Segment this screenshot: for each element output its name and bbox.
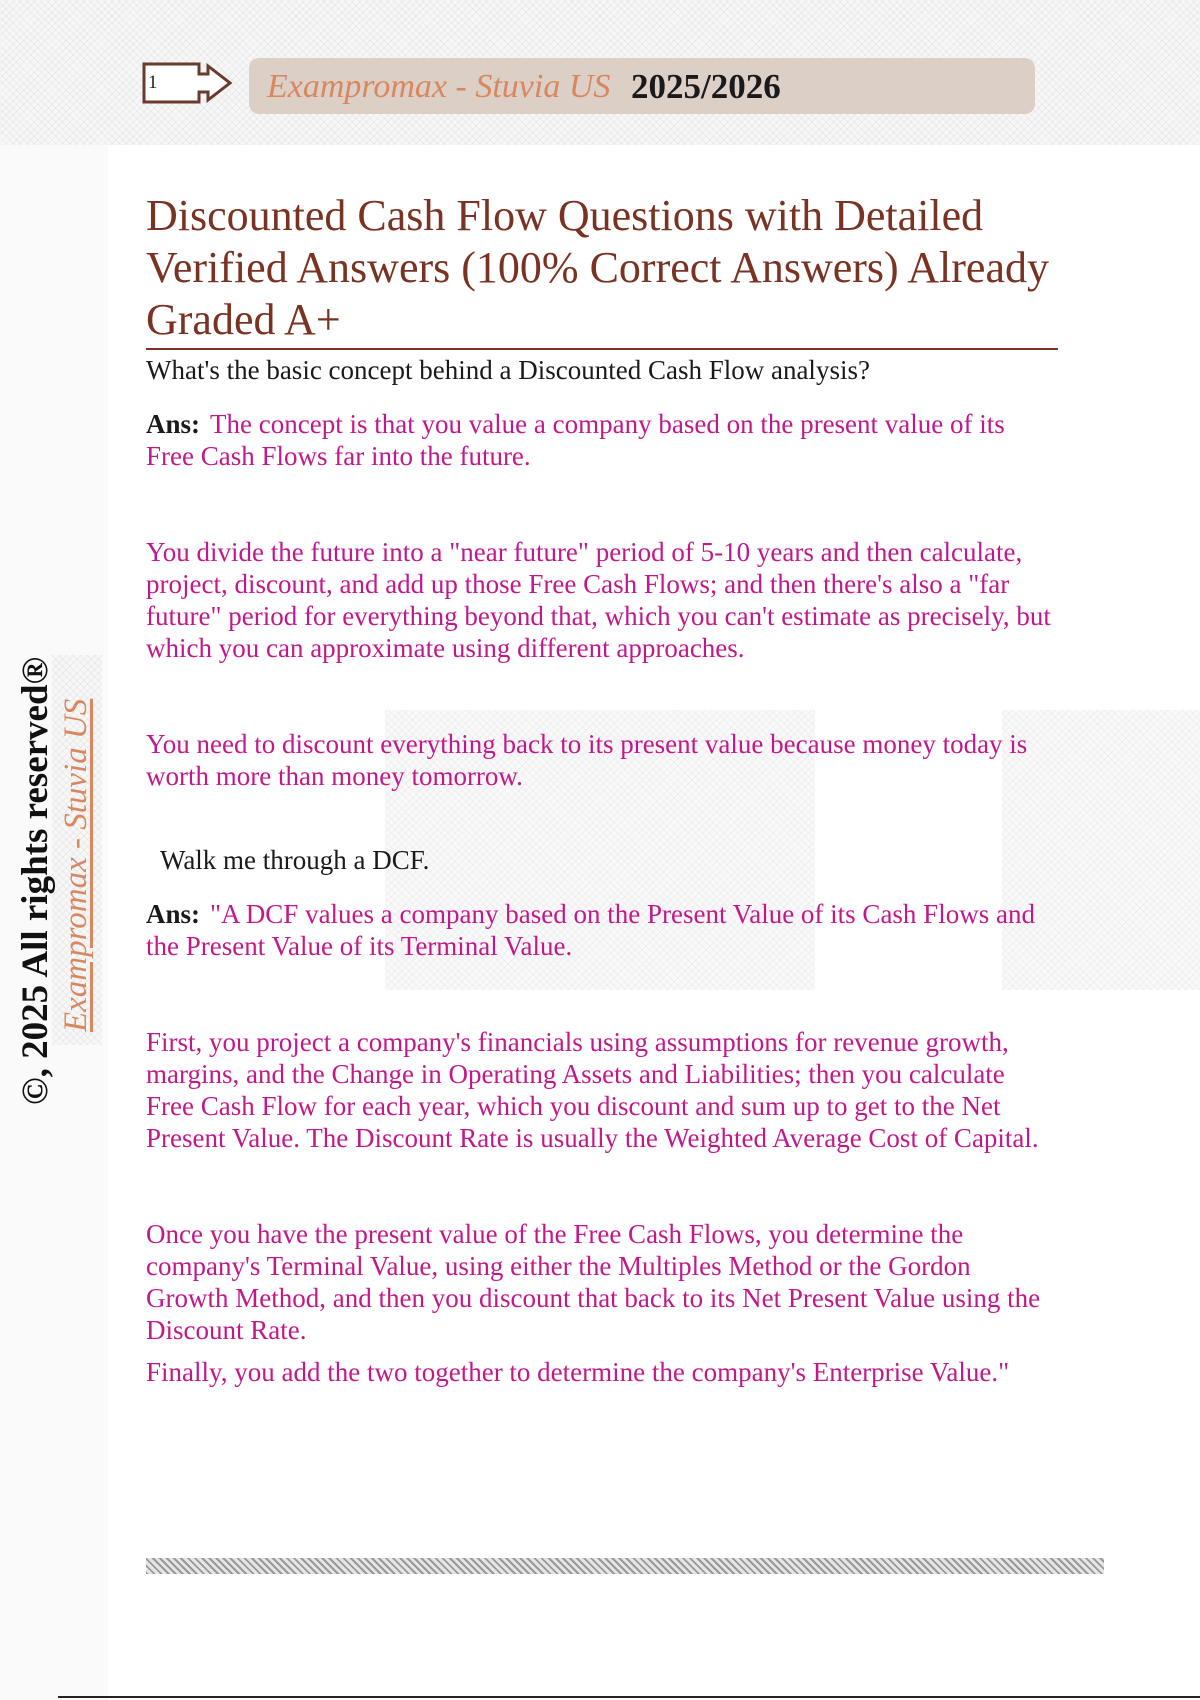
header-year: 2025/2026 (631, 67, 781, 106)
side-brand: Exampromax - Stuvia US (58, 698, 94, 1032)
answer-label: Ans: (146, 899, 201, 929)
page-number: 1 (148, 72, 158, 93)
answer-paragraph: You divide the future into a "near future" period of 5-10 years and then calculate, project, discount, and add up those Free Cash Flows; and then there's also a "far future" period for everything beyond that, which you can't estimate as precisely, but which you can approximate using different approaches. (146, 537, 1051, 663)
answer (146, 408, 1056, 472)
copyright-notice: ©, 2025 All rights reserved® (15, 656, 56, 1105)
document-title: Discounted Cash Flow Questions with Detailed Verified Answers (100% Correct Answers) Already Graded A+ (146, 190, 1058, 350)
header-brand: Exampromax - Stuvia US (267, 68, 611, 105)
answer-text: "A DCF values a company based on the Present Value of its Cash Flows and the Present Value of its Terminal Value. (146, 899, 1035, 961)
answer (146, 898, 1056, 962)
section-divider (146, 1558, 1104, 1574)
page-number-badge (142, 62, 233, 104)
answer-label: Ans: (146, 409, 201, 439)
document-body (146, 190, 1056, 1388)
answer-paragraph: Finally, you add the two together to determine the company's Enterprise Value." (146, 1357, 1010, 1387)
answer-paragraph: You need to discount everything back to its present value because money today is worth more than money tomorrow. (146, 729, 1028, 791)
answer-paragraph: First, you project a company's financials using assumptions for revenue growth, margins, and the Change in Operating Assets and Liabilities; then you calculate Free Cash Flow for each year, which you discount and sum up to get to the Net Present Value. The Discount Rate is usually the Weighted Average Cost of Capital. (146, 1027, 1039, 1153)
answer-paragraph: Once you have the present value of the Free Cash Flows, you determine the company's Terminal Value, using either the Multiples Method or the Gordon Growth Method, and then you discount that back to its Net Present Value using the Discount Rate. (146, 1219, 1041, 1345)
header-pill (249, 58, 1035, 114)
footer-rule (58, 1696, 1200, 1698)
answer-text: The concept is that you value a company based on the present value of its Free Cash Flows far into the future. (146, 409, 1005, 471)
question: What's the basic concept behind a Discounted Cash Flow analysis? (146, 355, 870, 385)
question: Walk me through a DCF. (160, 845, 430, 875)
